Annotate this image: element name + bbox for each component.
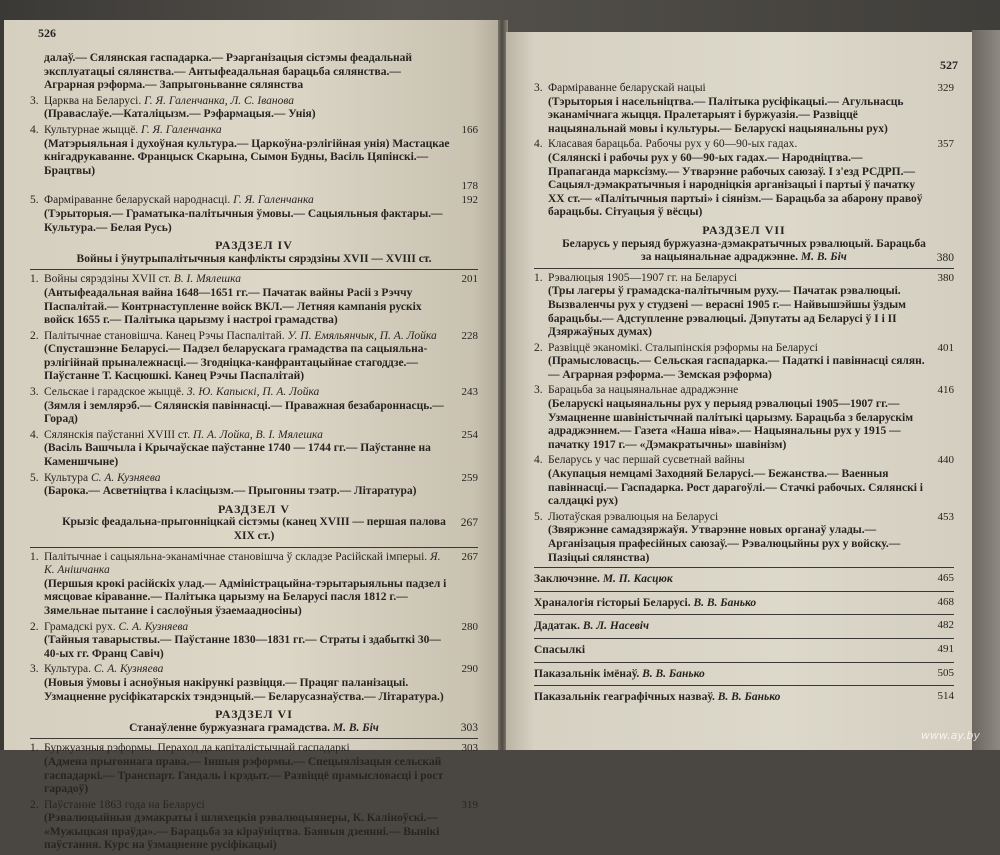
back-matter-author: В. В. Банько — [642, 667, 705, 680]
entry-author: В. І. Мялешка — [173, 273, 241, 286]
back-matter-page: 514 — [937, 690, 954, 703]
entry-number: 5. — [534, 510, 543, 523]
toc-entry — [534, 138, 954, 220]
entry-number: 2. — [534, 341, 543, 354]
entry-title-line — [534, 272, 954, 286]
section-label: РАЗДЗЕЛ V — [217, 501, 291, 516]
entry-number: 1. — [30, 273, 39, 286]
section-label: РАЗДЗЕЛ VII — [702, 222, 786, 237]
back-matter-row — [534, 614, 954, 638]
entry-title-line — [30, 95, 478, 109]
section-page: 380 — [936, 251, 954, 264]
toc-entry — [534, 342, 954, 383]
right-toc — [534, 82, 954, 709]
entry-title: Развіццё эканомікі. Сталыпінскія рэформы на Беларусі — [548, 341, 818, 354]
toc-entry — [30, 551, 478, 619]
entry-title-line — [30, 742, 478, 756]
entry-number: 2. — [30, 620, 39, 633]
left-page-number: 526 — [38, 26, 56, 40]
entry-description: (Рэвалюцыйныя дэмакраты і шляхецкія рэвалюцыянеры, К. Каліноўскі.— «Мужыцкая праўда».— Барацьба за кіраўніцтва. Баявыя дзеянні.— Вынікі паўстання. Курс на ўзмацненне русіфікацыі) — [44, 812, 440, 852]
toc-continuation — [30, 52, 478, 93]
entry-description: (Спусташэнне Беларусі.— Падзел беларускага грамадства па сацыяльна-рэлігійнай прыналежнасці.— Згодніцка-канфрантацыйнае стагоддзе.— Паўстанне Т. Касцюшкі. Канец Рэчы Паспалітай) — [44, 343, 428, 383]
back-matter-author: В. В. Банько — [717, 691, 781, 704]
book-cover-edge — [972, 30, 1000, 750]
entry-page: 254 — [461, 428, 478, 441]
section-title: Станаўленне буржуазнага грамадства. — [129, 721, 331, 734]
toc-entry — [534, 511, 954, 565]
entry-description: (Антыфеадальная вайна 1648—1651 гг.— Пачатак вайны Расіі з Рэччу Паспалітай.— Контрнаступленне войск ВКЛ.— Летняя кампанія рускіх войск 1655 г.— Палітыка царызму і настроі грамадства) — [44, 286, 422, 327]
section-label: РАЗДЗЕЛ IV — [215, 238, 293, 253]
section-header — [534, 224, 954, 265]
entry-title: Сялянскія паўстанні XVIII ст. — [44, 428, 191, 441]
toc-entry — [534, 82, 954, 136]
entry-description: (Матэрыяльная і духоўная культура.— Царкоўна-рэлігійная унія) Мастацкае кнігадрукаванне. Францыск Скарына, Сымон Будны, Васіль Цяпінскі.— Брацтвы) — [44, 137, 450, 177]
entry-title: Фарміраванне беларускай нацыі — [548, 82, 706, 94]
entry-title: Рэвалюцыя 1905—1907 гг. на Беларусі — [548, 271, 738, 284]
entry-number: 4. — [534, 454, 543, 467]
entry-title-line — [534, 384, 954, 398]
entry-page: 228 — [461, 329, 478, 342]
toc-entry — [30, 386, 478, 427]
entry-title-line — [30, 429, 478, 443]
back-matter-row — [534, 567, 954, 591]
back-matter-row — [534, 662, 954, 686]
entry-title-line — [30, 273, 478, 287]
left-toc — [30, 52, 478, 855]
entry-page: 290 — [461, 663, 478, 676]
section-author: М. В. Біч — [800, 251, 847, 264]
entry-page: 357 — [937, 138, 954, 151]
entry-number: 5. — [30, 194, 39, 207]
entry-page: 319 — [461, 798, 478, 811]
entry-author: С. А. Кузняева — [90, 471, 161, 484]
entry-title-line — [30, 124, 478, 138]
back-matter-title: Паказальнік імёнаў. — [534, 667, 640, 680]
toc-entry — [30, 95, 478, 122]
entry-number: 1. — [30, 742, 39, 755]
entry-title: Барацьба за нацыянальнае адраджэнне — [548, 384, 739, 397]
entry-description: (Першыя крокі расійскіх улад.— Адміністрацыйна-тэрытарыяльны падзел і мясцовае кіраванне.— Палітыка царызму на Беларусі пасля 1812 г.— Зямельнае пытанне і саслоўныя ўзаемаадносіны) — [44, 577, 447, 617]
entry-author: С. А. Кузняева — [93, 663, 164, 676]
section-title: Крызіс феадальна-прыгонніцкай сістэмы (канец XVIII — першая палова XIX ст.) — [62, 516, 446, 542]
entry-title-line — [30, 194, 478, 208]
back-matter-page: 465 — [937, 572, 954, 585]
entry-title-line — [30, 330, 478, 344]
entry-title: Царква на Беларусі. — [44, 94, 142, 107]
entry-author: П. А. Лойка, В. І. Мялешка — [192, 428, 323, 441]
back-matter-author: В. Л. Насевіч — [582, 620, 650, 633]
entry-description: (Тэрыторыя.— Граматыка-палітычныя ўмовы.— Сацыяльныя фактары.— Культура.— Белая Русь) — [44, 207, 443, 234]
entry-title-line — [30, 386, 478, 400]
entry-number: 3. — [534, 82, 543, 94]
back-matter-page: 491 — [937, 642, 954, 655]
entry-title: Буржуазныя рэформы. Пераход да капіталістычнай гаспадаркі — [44, 742, 350, 755]
entry-title-line — [534, 454, 954, 468]
section-label: РАЗДЗЕЛ VI — [215, 707, 293, 722]
entry-page: 267 — [461, 550, 478, 563]
entry-title: Палітычнае і сацыяльна-эканамічнае становішча ў складзе Расійскай імперыі. — [44, 550, 428, 563]
entry-description: (Беларускі нацыянальны рух у перыяд рэвалюцыі 1905—1907 гг.— Узмацненне шавіністычнай палітыкі царызму. Барацьба з беларускім адраджэннем.— Газета «Наша ніва».— Нацыянальны рух у 1915 — пачатку 1917 г.— «Дэмакратычны» шавінізм) — [548, 398, 914, 451]
entry-author: С. А. Кузняева — [118, 620, 189, 633]
entry-title-line — [534, 511, 954, 525]
entry-number: 2. — [30, 329, 39, 342]
entry-page: 329 — [937, 82, 954, 94]
entry-title: Войны сярэдзіны XVII ст. — [44, 273, 171, 286]
entry-title: Палітычнае становішча. Канец Рэчы Паспалітай. — [44, 329, 285, 342]
toc-entry — [30, 472, 478, 499]
back-matter-author: М. П. Касцюк — [602, 573, 673, 586]
right-page — [506, 32, 972, 750]
toc-entry — [30, 124, 478, 178]
section-header — [30, 503, 478, 544]
entry-page: 416 — [937, 384, 954, 397]
toc-entry — [30, 742, 478, 796]
entry-number: 3. — [30, 663, 39, 676]
entry-description: далаў.— Сялянская гаспадарка.— Рэарганізацыя сістэмы феадальнай эксплуатацыі сялянства.— Антыфеадальная барацьба сялянства.— Аграрная рэформа.— Запрыгоньванне сялянства — [44, 52, 413, 92]
entry-author: З. Ю. Капыскі, П. А. Лойка — [186, 386, 320, 399]
back-matter-title: Заключэнне. — [534, 573, 600, 586]
entry-number: 1. — [30, 550, 39, 563]
entry-page: 166 — [461, 123, 478, 136]
entry-title: Сельскае і гарадское жыццё. — [44, 386, 185, 399]
section-header — [30, 239, 478, 266]
entry-description: (Прамысловасць.— Сельская гаспадарка.— Падаткі і павіннасці сялян.— Аграрная рэформа.— Земская рэформа) — [548, 355, 925, 381]
entry-description: (Адмена прыгоннага права.— Іншыя рэформы.— Спецыялізацыя сельскай гаспадаркі.— Транспарт. Гандаль і крэдыт.— Развіццё прамысловасці і рост гарадоў) — [44, 755, 444, 796]
toc-entry — [30, 273, 478, 327]
watermark: www.ay.by — [920, 729, 980, 742]
entry-title-line — [30, 472, 478, 486]
divider — [534, 268, 954, 269]
entry-description: (Тайныя таварыствы.— Паўстанне 1830—1831 гг.— Страты і здабыткі 30—40-ых гг. Франц Савіч) — [44, 634, 441, 660]
entry-number: 4. — [534, 138, 543, 151]
entry-title: Паўстанне 1863 года на Беларусі — [44, 798, 205, 811]
back-matter-row — [534, 638, 954, 662]
entry-number: 3. — [534, 384, 543, 397]
entry-description: (Зямля і землярэб.— Сялянскія павіннасці.— Праважная безабароннасць.— Горад) — [44, 399, 444, 426]
back-matter-page: 482 — [937, 619, 954, 632]
back-matter-author: В. В. Банько — [693, 596, 757, 609]
entry-author: Я. К. Анішчанка — [44, 550, 441, 577]
toc-entry — [30, 621, 478, 662]
entry-page: 440 — [937, 454, 954, 467]
divider — [30, 269, 478, 270]
entry-page: 201 — [461, 273, 478, 286]
entry-number: 1. — [534, 271, 543, 284]
toc-entry — [534, 272, 954, 340]
toc-entry — [30, 799, 478, 853]
section-title: Войны і ўнутрыпалітычныя канфлікты сярэдзіны XVII — XVIII ст. — [76, 252, 432, 265]
entry-title: Фарміраванне беларускай народнасці. — [44, 194, 231, 207]
section-page: 303 — [460, 722, 478, 735]
section-page: 267 — [460, 516, 478, 529]
section-title: Беларусь у перыяд буржуазна-дэмакратычных рэвалюцый. Барацьба за нацыянальнае адраджэнне. — [562, 237, 926, 264]
toc-entry — [30, 330, 478, 384]
entry-author: Г. Я. Галенчанка — [141, 123, 222, 136]
entry-number: 2. — [30, 798, 39, 811]
entry-title-line — [30, 663, 478, 677]
entry-page: 401 — [937, 341, 954, 354]
section-title-line — [534, 238, 954, 265]
entry-description: (Барока.— Асветніцтва і класіцызм.— Прыгонны тэатр.— Літаратура) — [44, 485, 417, 498]
entry-page: 280 — [461, 620, 478, 633]
entry-title-line — [30, 799, 478, 813]
entry-page: 192 — [461, 194, 478, 207]
back-matter-page: 505 — [937, 666, 954, 679]
right-page-number: 527 — [940, 58, 958, 72]
entry-title: Грамадскі рух. — [44, 620, 116, 633]
section-header — [30, 708, 478, 735]
entry-number: 4. — [30, 428, 39, 441]
entry-author: У. П. Емяльянчык, П. А. Лойка — [287, 329, 437, 342]
entry-description: (Тэрыторыя і насельніцтва.— Палітыка русіфікацыі.— Агульнасць эканамічнага жыцця. Пралетарыят і буржуазія.— Развіццё нацыянальнай мовы і культуры.— Беларускі нацыянальны рух) — [548, 95, 904, 135]
divider — [30, 738, 478, 739]
back-matter-title: Спасылкі — [534, 643, 586, 656]
entry-number: 4. — [30, 123, 39, 136]
back-matter-row — [534, 591, 954, 615]
entry-title: Культура — [44, 471, 89, 484]
entry-title: Культура. — [44, 663, 91, 676]
entry-title-line — [534, 82, 954, 96]
back-matter-title: Дадатак. — [534, 620, 580, 633]
entry-title-line — [30, 621, 478, 635]
back-matter-row — [534, 685, 954, 709]
section-title-line — [30, 722, 478, 736]
entry-page: 243 — [461, 386, 478, 399]
entry-description: (Сялянскі і рабочы рух у 60—90-ых гадах.— Народніцтва.— Прапаганда марксізму.— Утварэнне рабочых саюзаў. І з'езд РСДРП.— Сацыял-дэмакратычныя і народніцкія арганізацыі і партыі ў пачатку XX ст.— «Палітычныя партыі» і сіянізм.— Барацьба за абарону правоў барацьбы. Сітуацыя ў вёсцы) — [548, 151, 923, 219]
entry-title: Класавая барацьба. Рабочы рух у 60—90-ых гадах. — [548, 138, 798, 151]
entry-number: 3. — [30, 386, 39, 399]
entry-description: (Звяржэнне самадзяржаўя. Утварэнне новых органаў улады.— Арганізацыя прафесійных саюзаў.— Рэвалюцыйны рух у войску.— Пазіцыі сялянства) — [548, 524, 901, 564]
toc-entry — [30, 180, 478, 192]
entry-title: Культурнае жыццё. — [44, 123, 139, 136]
entry-page: 303 — [461, 742, 478, 755]
divider — [30, 547, 478, 548]
entry-author: Г. Я. Галенчанка, Л. С. Іванова — [144, 94, 295, 107]
entry-title-line — [534, 342, 954, 356]
entry-description: (Акупацыя немцамі Заходняй Беларусі.— Бежанства.— Ваенныя павіннасці.— Гаспадарка. Рост дарагоўлі.— Стачкі рабочых. Сялянскі і салдацкі рух) — [548, 468, 923, 508]
entry-title-line — [534, 138, 954, 152]
toc-entry — [30, 194, 478, 235]
entry-description: (Новыя ўмовы і асноўныя накірункі развіцця.— Працяг паланізацыі. Узмацненне русіфікатарскіх тэндэнцый.— Беларусазнаўства.— Літаратура.) — [44, 676, 444, 703]
entry-description: (Тры лагеры ў грамадска-палітычным руху.— Пачатак рэвалюцыі. Вызваленчы рух у студзені — верасні 1905 г.— Найвышэйшы ўздым барацьбы.— Адступленне рэвалюцыі. Дэпутаты ад Беларусі ў І і ІІ Дзяржаўных думах) — [548, 285, 906, 339]
toc-entry — [30, 429, 478, 470]
toc-entry — [534, 454, 954, 508]
entry-title-line — [30, 551, 478, 578]
entry-author: Г. Я. Галенчанка — [233, 194, 314, 207]
back-matter-page: 468 — [937, 595, 954, 608]
entry-page: 178 — [461, 180, 478, 193]
section-author: М. В. Біч — [332, 721, 379, 734]
back-matter-title: Паказальнік геаграфічных назваў. — [534, 691, 715, 704]
toc-entry — [534, 384, 954, 452]
toc-entry — [30, 663, 478, 704]
entry-description: (Праваслаўе.—Каталіцызм.— Рэфармацыя.— Унія) — [44, 108, 316, 121]
left-page — [4, 20, 498, 852]
entry-page: 453 — [937, 510, 954, 523]
back-matter-title: Храналогія гісторыі Беларусі. — [534, 596, 691, 609]
entry-page: 259 — [461, 471, 478, 484]
entry-title: Беларусь у час першай сусветнай вайны — [548, 454, 745, 467]
entry-page: 380 — [937, 271, 954, 284]
entry-title: Лютаўская рэвалюцыя на Беларусі — [548, 510, 719, 523]
entry-description: (Васіль Вашчыла і Крычаўскае паўстанне 1740 — 1744 гг.— Паўстанне на Каменшчыне) — [44, 442, 431, 469]
entry-number: 3. — [30, 94, 39, 107]
entry-number: 5. — [30, 471, 39, 484]
